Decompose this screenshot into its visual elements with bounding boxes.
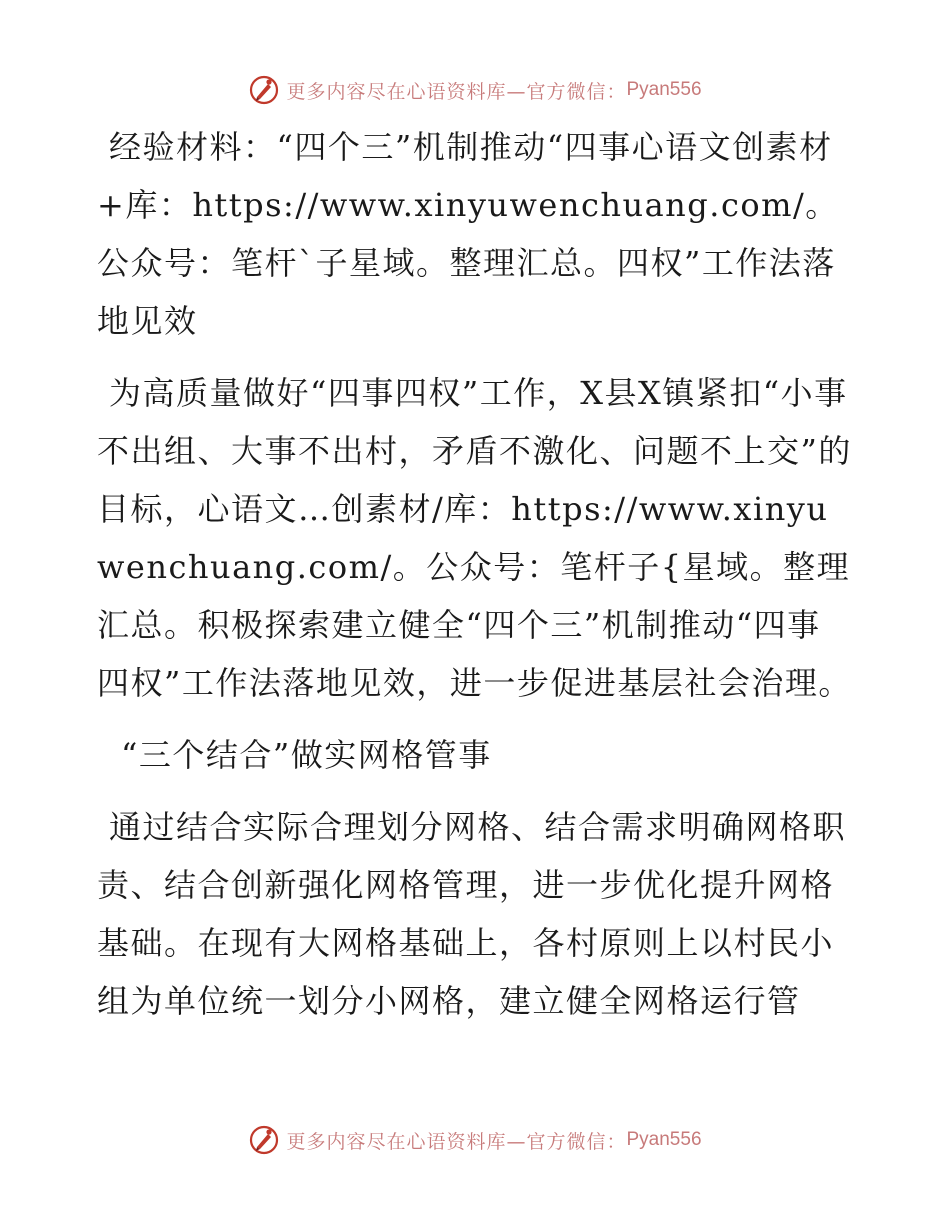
section-heading: “三个结合”做实网格管事 xyxy=(121,736,492,774)
header-watermark xyxy=(0,70,950,110)
document-body xyxy=(97,118,853,1030)
footer-watermark xyxy=(0,1120,950,1160)
body-paragraph: 通过结合实际合理划分网格、结合需求明确网格职责、结合创新强化网格管理，进一步优化提升网格基础。在现有大网格基础上，各村原则上以村民小组为单位统一划分小网格，建立健全网格运行管 xyxy=(97,808,847,1020)
pen-logo-icon xyxy=(248,74,280,106)
document-title: 经验材料：“四个三”机制推动“四事心语文创素材+库：https://www.xinyuwenchuang.com/。公众号：笔杆`子星域。整理汇总。四权”工作法落地见效 xyxy=(97,128,839,340)
intro-paragraph: 为高质量做好“四事四权”工作，X县X镇紧扣“小事不出组、大事不出村，矛盾不激化、问题不上交”的目标，心语文…创素材/库：https://www.xinyuwenchuang.com/。公众号：笔杆子{星域。整理汇总。积极探索建立健全“四个三”机制推动“四事四权”工作法落地见效，进一步促进基层社会治理。 xyxy=(97,374,852,702)
banner-text: 更多内容尽在心语资料库—官方微信： xyxy=(286,80,627,103)
banner-wechat-handle: Pyan556 xyxy=(626,79,702,100)
banner-wechat-handle: Pyan556 xyxy=(626,1129,702,1150)
banner-text: 更多内容尽在心语资料库—官方微信： xyxy=(286,1130,627,1153)
pen-logo-icon xyxy=(248,1124,280,1156)
